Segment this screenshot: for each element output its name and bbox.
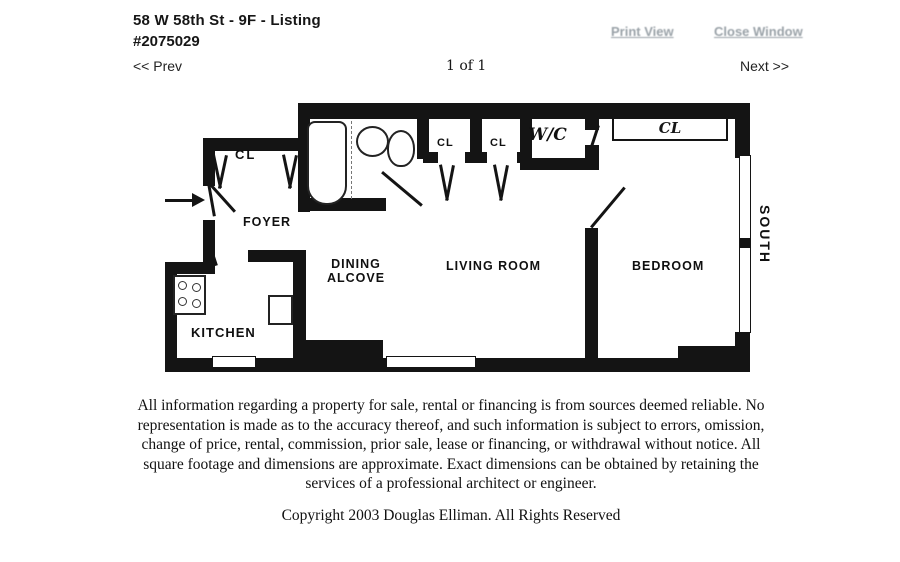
wall — [465, 152, 487, 163]
wall — [735, 103, 750, 158]
prev-link[interactable]: << Prev — [133, 58, 183, 74]
label-closet-2: CL — [490, 137, 507, 149]
stove-burner — [178, 281, 187, 290]
label-wic: W/C — [528, 125, 567, 145]
stove-burner — [178, 297, 187, 306]
floor-plan — [165, 95, 790, 385]
entry-arrow-head — [192, 193, 205, 207]
label-dining-alcove — [310, 257, 402, 285]
wall — [585, 145, 599, 170]
sink-icon — [356, 126, 389, 157]
closet-door — [288, 155, 298, 189]
wall — [678, 346, 738, 362]
bedroom-closet-label: CL — [658, 119, 682, 137]
disclaimer-text: All information regarding a property for sale, rental or financing is from sources deemed reliable. No representation is made as to the accuracy thereof, and such information is subject to errors, omission, change of price, rental, commission, prior sale, lease or financing, or withdrawal without notice. All square footage and dimensions are approximate. Exact dimensions can be obtained by retaining the services of a professional architect or engineer. — [137, 397, 765, 492]
label-kitchen: KITCHEN — [191, 325, 256, 340]
stove-burner — [192, 283, 201, 292]
wall — [585, 228, 598, 358]
copyright-text: Copyright 2003 Douglas Elliman. All Rights Reserved — [281, 507, 621, 524]
page-title: 58 W 58th St - 9F - Listing — [133, 12, 321, 29]
vanity-counter — [351, 121, 352, 199]
door-swing — [381, 171, 422, 206]
label-dining-line1: DINING — [331, 257, 381, 271]
stove-burner — [192, 299, 201, 308]
page-indicator: 1 of 1 — [446, 58, 487, 74]
wall — [423, 152, 438, 163]
label-closet-1: CL — [437, 137, 454, 149]
closet-door — [218, 155, 228, 189]
closet-door — [499, 165, 508, 201]
door-swing — [590, 187, 625, 228]
label-south: SOUTH — [757, 205, 773, 264]
label-foyer: FOYER — [243, 215, 292, 229]
next-link[interactable]: Next >> — [740, 58, 790, 74]
wall — [293, 340, 383, 372]
wall — [298, 198, 386, 211]
window — [739, 155, 751, 239]
print-view-link[interactable]: Print View — [611, 24, 674, 39]
bedroom-closet-box — [612, 115, 728, 141]
wall — [520, 158, 595, 170]
wall — [293, 250, 306, 345]
close-window-link[interactable]: Close Window — [714, 24, 803, 39]
label-dining-line2: ALCOVE — [326, 271, 386, 285]
window — [739, 247, 751, 333]
window — [386, 356, 476, 368]
bathtub-icon — [307, 121, 347, 205]
toilet-icon — [387, 130, 415, 167]
refrigerator-icon — [268, 295, 293, 325]
label-foyer-closet: CL — [235, 147, 257, 162]
listing-number: #2075029 — [133, 33, 200, 50]
entry-arrow — [165, 199, 195, 202]
label-bedroom: BEDROOM — [632, 259, 705, 273]
closet-door — [445, 165, 454, 201]
stove-icon — [173, 275, 206, 315]
label-living-room: LIVING ROOM — [446, 259, 542, 273]
window — [212, 356, 256, 368]
